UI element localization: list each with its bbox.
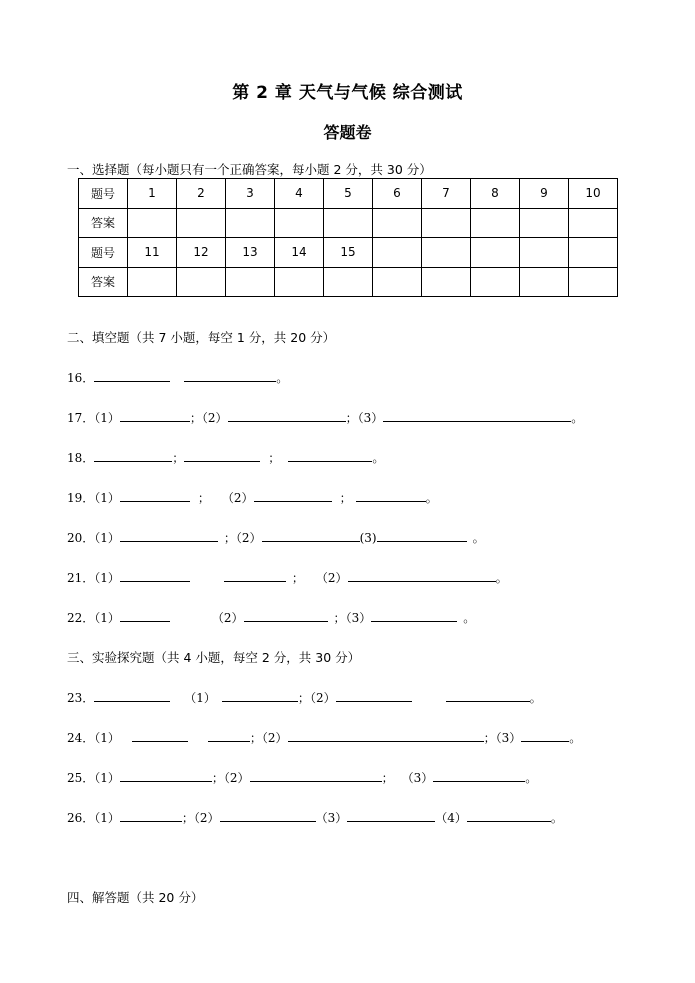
answer-blank[interactable] bbox=[348, 569, 496, 582]
question-16 bbox=[67, 369, 288, 386]
answer-blank[interactable] bbox=[377, 529, 467, 542]
answer-blank[interactable] bbox=[383, 409, 571, 422]
row-label-question: 题号 bbox=[79, 238, 128, 268]
answer-blank[interactable] bbox=[244, 609, 328, 622]
part-label: （3） bbox=[315, 811, 348, 825]
table-row bbox=[79, 208, 618, 238]
period: 。 bbox=[525, 771, 538, 785]
answer-cell[interactable] bbox=[177, 267, 226, 297]
table-cell-number: 4 bbox=[275, 179, 324, 209]
table-cell-number: 14 bbox=[275, 238, 324, 268]
answer-blank[interactable] bbox=[208, 729, 250, 742]
answer-cell[interactable] bbox=[569, 267, 618, 297]
answer-blank[interactable] bbox=[222, 689, 298, 702]
answer-blank[interactable] bbox=[94, 689, 170, 702]
answer-blank[interactable] bbox=[521, 729, 569, 742]
answer-cell[interactable] bbox=[324, 267, 373, 297]
question-19 bbox=[67, 489, 438, 506]
answer-blank[interactable] bbox=[220, 809, 316, 822]
table-cell-number: 10 bbox=[569, 179, 618, 209]
answer-cell[interactable] bbox=[275, 267, 324, 297]
table-cell-number: 6 bbox=[373, 179, 422, 209]
period: 。 bbox=[571, 411, 584, 425]
part-label: （2） bbox=[309, 691, 336, 705]
table-cell-number: 7 bbox=[422, 179, 471, 209]
table-cell-number: 9 bbox=[520, 179, 569, 209]
answer-cell[interactable] bbox=[177, 208, 226, 238]
part-label: （4） bbox=[435, 811, 467, 825]
answer-cell[interactable] bbox=[275, 208, 324, 238]
answer-blank[interactable] bbox=[120, 769, 212, 782]
part-label: （2） bbox=[315, 571, 348, 585]
semicolon: ； bbox=[333, 611, 346, 625]
answer-blank[interactable] bbox=[120, 489, 190, 502]
question-21 bbox=[67, 569, 508, 586]
semicolon: ； bbox=[172, 451, 185, 465]
semicolon: ； bbox=[345, 411, 358, 425]
answer-blank[interactable] bbox=[356, 489, 426, 502]
question-number: 24．（1） bbox=[67, 731, 120, 745]
semicolon: ； bbox=[197, 491, 210, 505]
answer-cell[interactable] bbox=[520, 267, 569, 297]
question-25 bbox=[67, 769, 537, 786]
part-label: （2） bbox=[235, 531, 262, 545]
answer-blank[interactable] bbox=[288, 729, 484, 742]
question-number: 26．（1） bbox=[67, 811, 120, 825]
question-24 bbox=[67, 729, 581, 746]
period: 。 bbox=[529, 691, 542, 705]
page-title: 第 2 章 天气与气候 综合测试 bbox=[232, 83, 463, 103]
part-label: （2） bbox=[201, 411, 228, 425]
answer-blank[interactable] bbox=[120, 529, 218, 542]
table-cell-number: 15 bbox=[324, 238, 373, 268]
part-label: （3） bbox=[401, 771, 434, 785]
section-heading-fill: 二、填空题（共 7 小题，每空 1 分，共 20 分） bbox=[67, 330, 336, 345]
answer-cell[interactable] bbox=[520, 208, 569, 238]
question-18 bbox=[67, 449, 384, 466]
page-subtitle: 答题卷 bbox=[323, 123, 372, 142]
answer-blank[interactable] bbox=[184, 449, 260, 462]
period: 。 bbox=[569, 731, 582, 745]
answer-cell[interactable] bbox=[373, 267, 422, 297]
table-cell-number: 1 bbox=[128, 179, 177, 209]
table-cell-number bbox=[520, 238, 569, 268]
answer-blank[interactable] bbox=[228, 409, 346, 422]
question-17 bbox=[67, 409, 583, 426]
answer-blank[interactable] bbox=[224, 569, 286, 582]
answer-blank[interactable] bbox=[120, 409, 190, 422]
section-heading-experiment: 三、实验探究题（共 4 小题，每空 2 分，共 30 分） bbox=[67, 650, 361, 665]
semicolon: ； bbox=[249, 731, 262, 745]
answer-blank[interactable] bbox=[132, 729, 188, 742]
row-label-answer: 答案 bbox=[79, 267, 128, 297]
table-row bbox=[79, 267, 618, 297]
answer-blank[interactable] bbox=[336, 689, 412, 702]
period: 。 bbox=[550, 811, 563, 825]
question-number: 25．（1） bbox=[67, 771, 120, 785]
semicolon: ； bbox=[381, 771, 394, 785]
answer-cell[interactable] bbox=[471, 208, 520, 238]
table-cell-number: 12 bbox=[177, 238, 226, 268]
answer-blank[interactable] bbox=[250, 769, 382, 782]
answer-cell[interactable] bbox=[422, 267, 471, 297]
answer-cell[interactable] bbox=[128, 208, 177, 238]
table-cell-number: 8 bbox=[471, 179, 520, 209]
answer-blank[interactable] bbox=[371, 609, 457, 622]
answer-cell[interactable] bbox=[422, 208, 471, 238]
answer-blank[interactable] bbox=[347, 809, 435, 822]
answer-cell[interactable] bbox=[226, 208, 275, 238]
question-number: 23． bbox=[67, 691, 95, 705]
question-number: 16． bbox=[67, 371, 95, 385]
table-cell-number bbox=[422, 238, 471, 268]
question-number: 21．（1） bbox=[67, 571, 120, 585]
table-cell-number: 13 bbox=[226, 238, 275, 268]
table-cell-number bbox=[471, 238, 520, 268]
table-cell-number: 3 bbox=[226, 179, 275, 209]
answer-blank[interactable] bbox=[262, 529, 360, 542]
table-cell-number: 5 bbox=[324, 179, 373, 209]
answer-cell[interactable] bbox=[373, 208, 422, 238]
table-cell-number: 11 bbox=[128, 238, 177, 268]
table-cell-number bbox=[373, 238, 422, 268]
question-number: 22．（1） bbox=[67, 611, 120, 625]
question-22 bbox=[67, 609, 475, 626]
answer-blank[interactable] bbox=[120, 609, 170, 622]
answer-table bbox=[78, 178, 618, 297]
row-label-question: 题号 bbox=[79, 179, 128, 209]
question-number: 18． bbox=[67, 451, 95, 465]
semicolon: ； bbox=[268, 451, 281, 465]
part-label: （2） bbox=[221, 491, 254, 505]
period: 。 bbox=[425, 491, 438, 505]
answer-blank[interactable] bbox=[120, 569, 190, 582]
part-label: （3） bbox=[357, 411, 384, 425]
period: 。 bbox=[495, 571, 508, 585]
row-label-answer: 答案 bbox=[79, 208, 128, 238]
answer-cell[interactable] bbox=[471, 267, 520, 297]
period: 。 bbox=[276, 371, 289, 385]
question-26 bbox=[67, 809, 563, 826]
answer-blank[interactable] bbox=[94, 449, 172, 462]
question-20 bbox=[67, 529, 485, 546]
period: 。 bbox=[472, 531, 485, 545]
part-label: (3) bbox=[359, 531, 377, 545]
semicolon: ； bbox=[483, 731, 496, 745]
table-row bbox=[79, 238, 618, 268]
part-label: （1） bbox=[184, 691, 216, 705]
period: 。 bbox=[463, 611, 476, 625]
question-number: 17．（1） bbox=[67, 411, 120, 425]
section-heading-choice: 一、选择题（每小题只有一个正确答案，每小题 2 分，共 30 分） bbox=[67, 162, 432, 177]
semicolon: ； bbox=[291, 571, 304, 585]
part-label: （2） bbox=[211, 611, 244, 625]
part-label: （3） bbox=[495, 731, 522, 745]
answer-cell[interactable] bbox=[226, 267, 275, 297]
part-label: （3） bbox=[345, 611, 372, 625]
table-cell-number bbox=[569, 238, 618, 268]
section-heading-solve: 四、解答题（共 20 分） bbox=[67, 890, 204, 905]
question-number: 19．（1） bbox=[67, 491, 120, 505]
semicolon: ； bbox=[223, 531, 236, 545]
answer-cell[interactable] bbox=[128, 267, 177, 297]
semicolon: ； bbox=[297, 691, 310, 705]
answer-blank[interactable] bbox=[288, 449, 372, 462]
part-label: （2） bbox=[193, 811, 220, 825]
answer-cell[interactable] bbox=[569, 208, 618, 238]
semicolon: ； bbox=[181, 811, 194, 825]
semicolon: ； bbox=[211, 771, 224, 785]
answer-cell[interactable] bbox=[324, 208, 373, 238]
part-label: （2） bbox=[223, 771, 250, 785]
answer-blank[interactable] bbox=[254, 489, 332, 502]
answer-blank[interactable] bbox=[94, 369, 170, 382]
answer-blank[interactable] bbox=[184, 369, 276, 382]
table-row bbox=[79, 179, 618, 209]
table-cell-number: 2 bbox=[177, 179, 226, 209]
question-23 bbox=[67, 689, 542, 706]
answer-blank[interactable] bbox=[120, 809, 182, 822]
part-label: （2） bbox=[261, 731, 288, 745]
answer-blank[interactable] bbox=[446, 689, 530, 702]
period: 。 bbox=[372, 451, 385, 465]
semicolon: ； bbox=[339, 491, 352, 505]
answer-blank[interactable] bbox=[467, 809, 551, 822]
question-number: 20．（1） bbox=[67, 531, 120, 545]
answer-blank[interactable] bbox=[433, 769, 525, 782]
semicolon: ； bbox=[189, 411, 202, 425]
